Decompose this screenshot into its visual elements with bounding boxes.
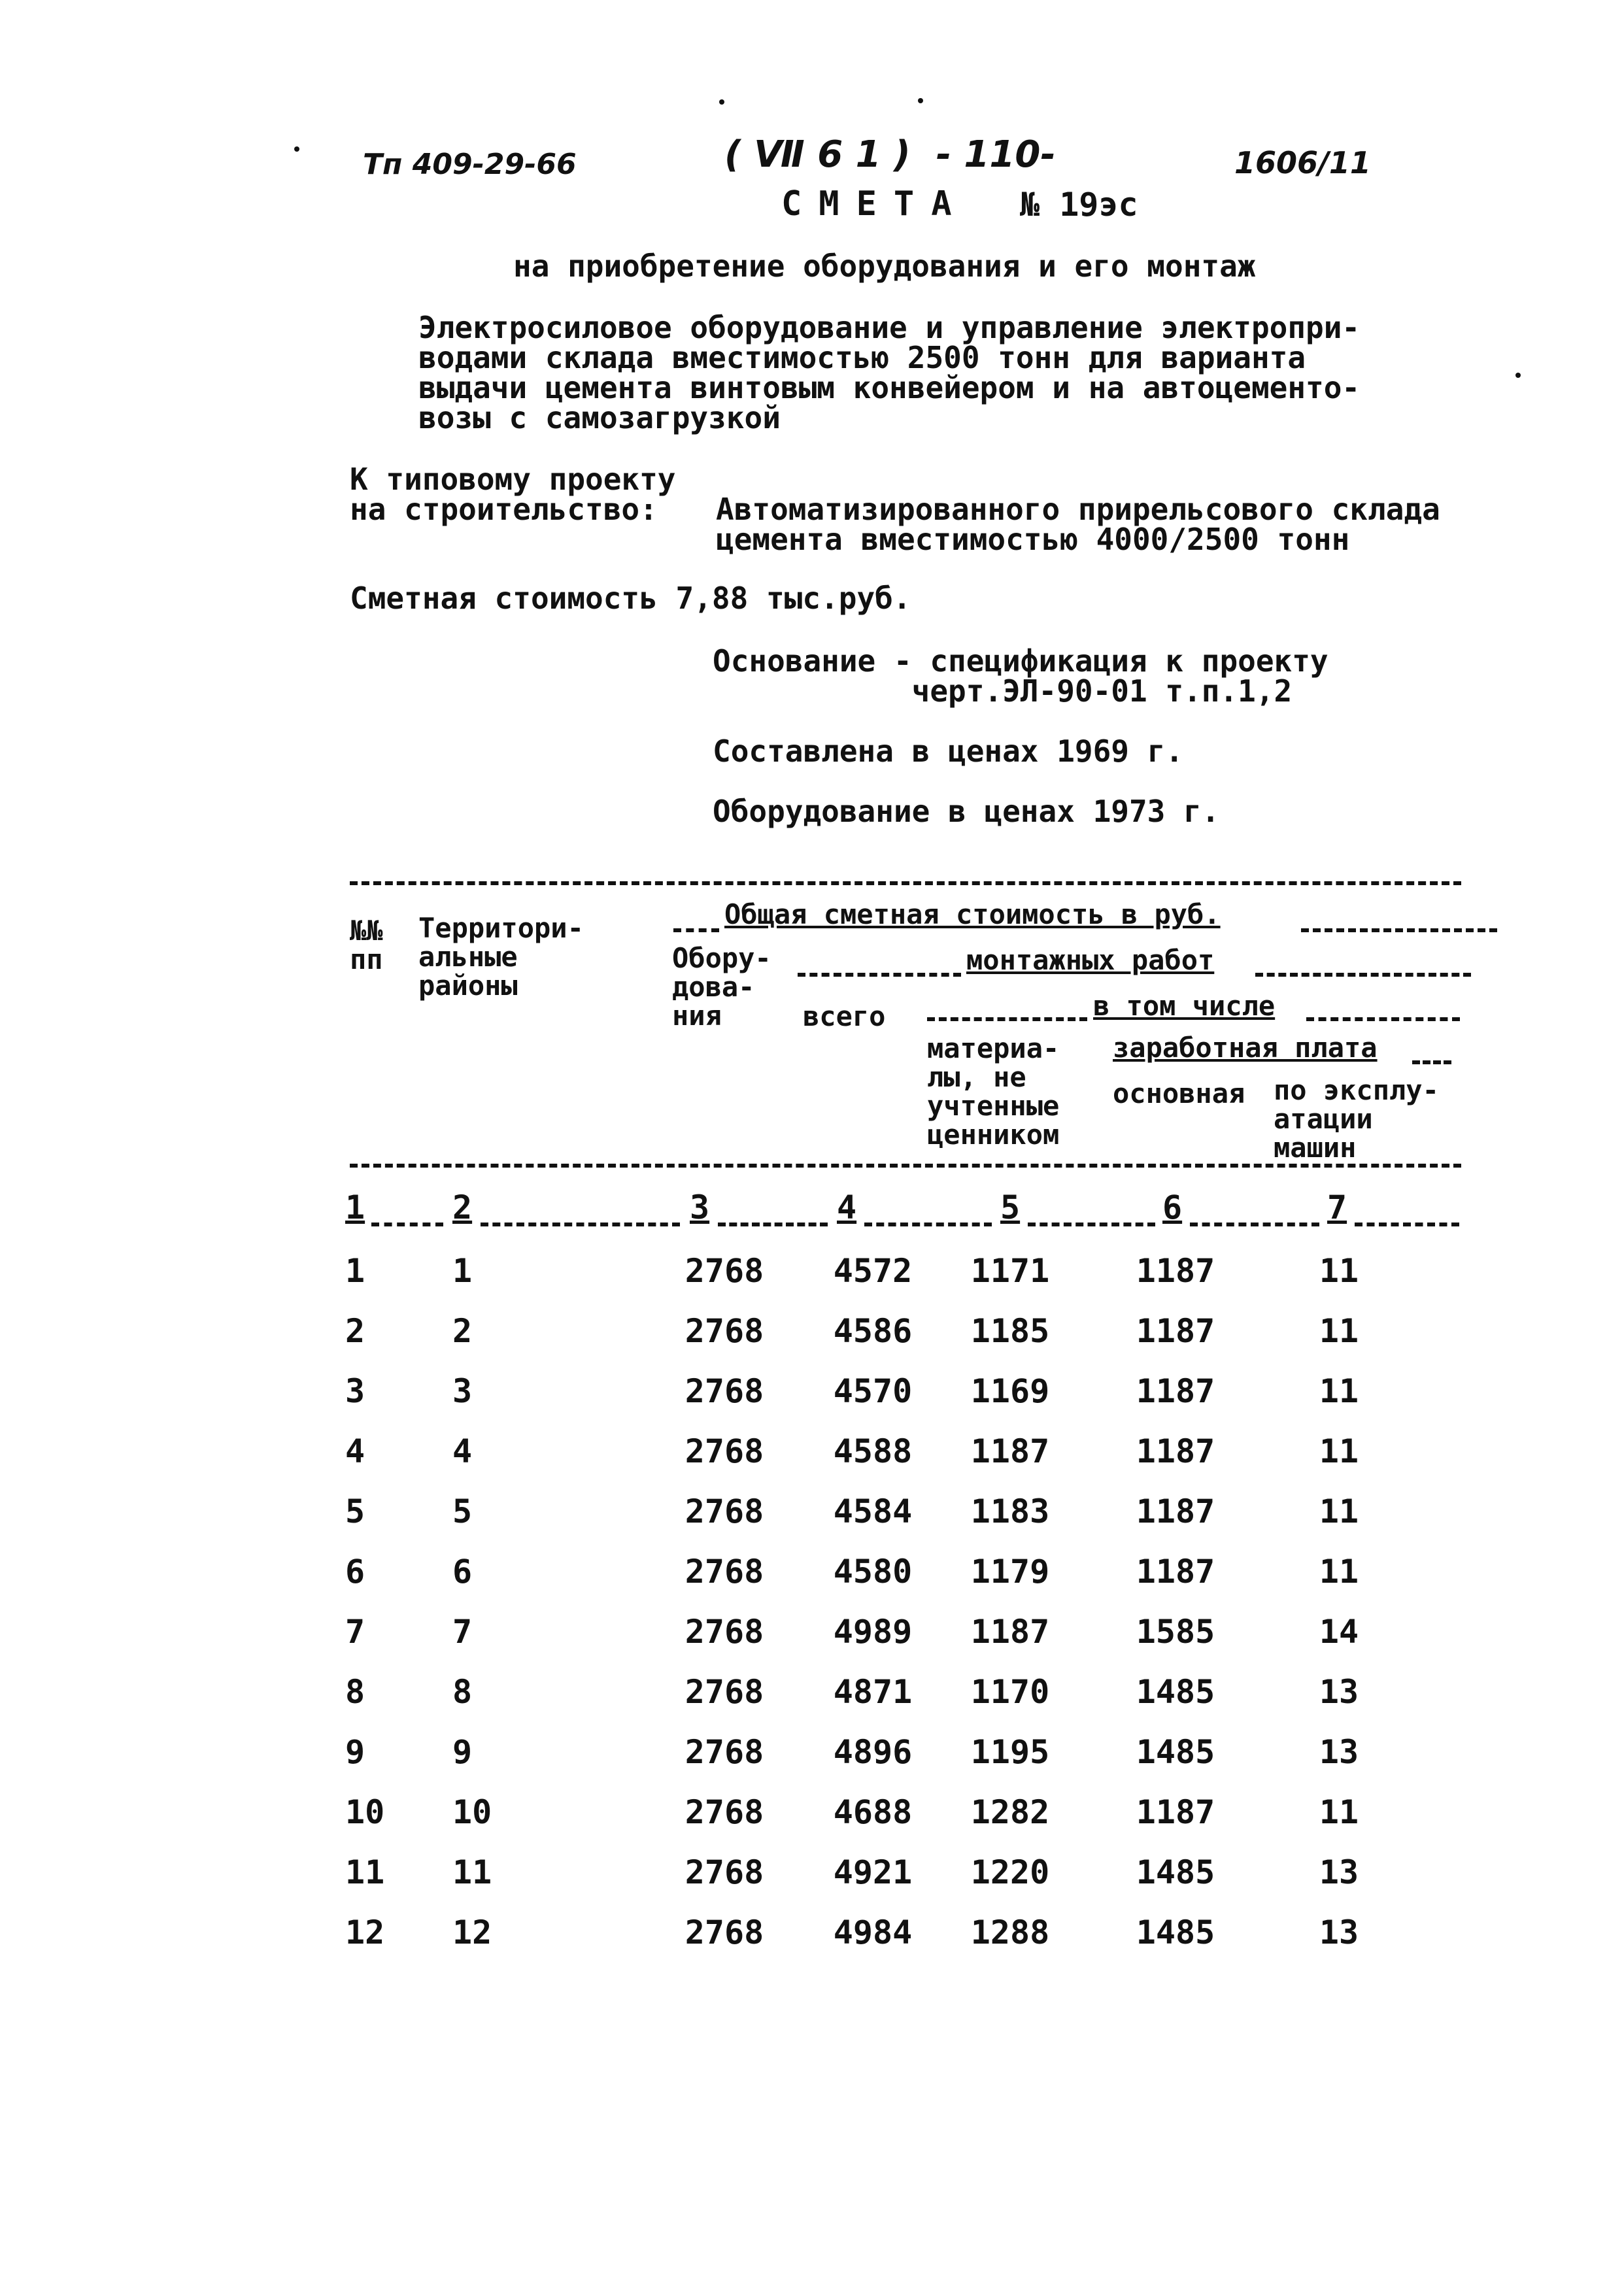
table-rule	[798, 973, 961, 977]
cell-wage-machines: 13	[1319, 1914, 1359, 1951]
cell-row-number: 11	[345, 1853, 385, 1891]
cell-materials: 1288	[970, 1914, 1050, 1951]
table-rule	[371, 1223, 443, 1226]
cell-total: 4584	[833, 1493, 913, 1530]
description-line: Электросиловое оборудование и управление электропри-	[418, 310, 1361, 345]
cell-materials: 1282	[970, 1793, 1050, 1831]
cell-row-number: 2	[345, 1312, 365, 1350]
cell-materials: 1179	[970, 1553, 1050, 1591]
cell-region: 12	[452, 1914, 492, 1951]
table-rule	[1412, 1060, 1451, 1064]
cell-equipment: 2768	[685, 1793, 764, 1831]
cell-equipment: 2768	[685, 1553, 764, 1591]
scan-mark	[918, 98, 923, 103]
cell-equipment: 2768	[685, 1312, 764, 1350]
cell-total: 4580	[833, 1553, 913, 1591]
basis-line: черт.ЭЛ-90-01 т.п.1,2	[713, 673, 1293, 709]
header-materials: материа- лы, не учтенные ценником	[927, 1032, 1060, 1151]
cell-wage-machines: 11	[1319, 1312, 1359, 1350]
cell-row-number: 5	[345, 1493, 365, 1530]
cell-total: 4989	[833, 1613, 913, 1651]
cell-total: 4871	[833, 1673, 913, 1711]
cell-wage-main: 1485	[1136, 1733, 1215, 1771]
cell-region: 5	[452, 1493, 473, 1530]
header-wage-main: основная	[1113, 1077, 1245, 1109]
table-rule	[1306, 1017, 1460, 1021]
cell-total: 4570	[833, 1372, 913, 1410]
cell-row-number: 8	[345, 1673, 365, 1711]
cell-wage-machines: 14	[1319, 1613, 1359, 1651]
cell-equipment: 2768	[685, 1853, 764, 1891]
cell-wage-machines: 11	[1319, 1493, 1359, 1530]
cell-row-number: 3	[345, 1372, 365, 1410]
estimate-number: № 19эс	[1020, 186, 1138, 224]
cell-region: 3	[452, 1372, 473, 1410]
cell-row-number: 12	[345, 1914, 385, 1951]
cell-row-number: 6	[345, 1553, 365, 1591]
prices-note-1969: Составлена в ценах 1969 г.	[713, 734, 1184, 769]
cell-equipment: 2768	[685, 1914, 764, 1951]
document-code-center: ( Ⅶ 6 1 ) - 110-	[724, 133, 1056, 176]
cell-total: 4586	[833, 1312, 913, 1350]
cell-wage-machines: 13	[1319, 1853, 1359, 1891]
prices-note-1973: Оборудование в ценах 1973 г.	[713, 794, 1220, 829]
cell-equipment: 2768	[685, 1252, 764, 1290]
table-rule	[673, 928, 719, 932]
cell-total: 4588	[833, 1432, 913, 1470]
scan-mark	[1515, 373, 1521, 378]
cell-materials: 1187	[970, 1613, 1050, 1651]
cell-region: 1	[452, 1252, 473, 1290]
column-number: 4	[837, 1189, 857, 1226]
table-rule	[1255, 973, 1471, 977]
cell-wage-main: 1485	[1136, 1673, 1215, 1711]
cell-equipment: 2768	[685, 1493, 764, 1530]
header-equipment: Обору- дова- ния	[672, 942, 771, 1032]
cell-wage-machines: 13	[1319, 1733, 1359, 1771]
scan-mark	[719, 99, 724, 105]
table-rule	[1301, 928, 1497, 932]
cell-wage-machines: 11	[1319, 1432, 1359, 1470]
description-line: водами склада вместимостью 2500 тонн для варианта	[418, 340, 1306, 375]
cell-row-number: 9	[345, 1733, 365, 1771]
header-including-group: в том числе	[1093, 990, 1276, 1022]
cell-wage-machines: 11	[1319, 1793, 1359, 1831]
header-wage-machines: по эксплу- атации машин	[1274, 1074, 1439, 1164]
cell-wage-main: 1485	[1136, 1914, 1215, 1951]
cell-wage-machines: 13	[1319, 1673, 1359, 1711]
cell-wage-machines: 11	[1319, 1372, 1359, 1410]
column-number: 3	[690, 1189, 710, 1226]
cell-row-number: 10	[345, 1793, 385, 1831]
cell-wage-main: 1187	[1136, 1553, 1215, 1591]
cell-total: 4896	[833, 1733, 913, 1771]
cell-wage-machines: 11	[1319, 1252, 1359, 1290]
scan-mark	[294, 146, 299, 152]
page-title: СМЕТА	[781, 184, 969, 224]
cell-equipment: 2768	[685, 1613, 764, 1651]
cell-region: 2	[452, 1312, 473, 1350]
cell-materials: 1169	[970, 1372, 1050, 1410]
cell-materials: 1220	[970, 1853, 1050, 1891]
cell-row-number: 7	[345, 1613, 365, 1651]
cell-materials: 1187	[970, 1432, 1050, 1470]
table-rule	[1028, 1223, 1155, 1226]
subtitle: на приобретение оборудования и его монтаж	[513, 248, 1256, 284]
cell-wage-main: 1485	[1136, 1853, 1215, 1891]
table-rule	[1190, 1223, 1319, 1226]
cell-total: 4688	[833, 1793, 913, 1831]
cell-row-number: 1	[345, 1252, 365, 1290]
cell-equipment: 2768	[685, 1733, 764, 1771]
cell-region: 9	[452, 1733, 473, 1771]
cell-materials: 1185	[970, 1312, 1050, 1350]
cell-wage-main: 1187	[1136, 1432, 1215, 1470]
project-label: на строительство:	[350, 492, 658, 527]
cell-wage-main: 1187	[1136, 1372, 1215, 1410]
table-rule	[718, 1223, 828, 1226]
column-number: 2	[452, 1189, 473, 1226]
description-line: выдачи цемента винтовым конвейером и на автоцементо-	[418, 370, 1361, 405]
column-number: 6	[1162, 1189, 1183, 1226]
cell-materials: 1183	[970, 1493, 1050, 1530]
cell-materials: 1171	[970, 1252, 1050, 1290]
cell-total: 4572	[833, 1252, 913, 1290]
cell-region: 11	[452, 1853, 492, 1891]
header-regions: Территори- альные районы	[418, 912, 584, 1002]
cell-region: 4	[452, 1432, 473, 1470]
cell-materials: 1195	[970, 1733, 1050, 1771]
cell-wage-main: 1187	[1136, 1793, 1215, 1831]
cell-row-number: 4	[345, 1432, 365, 1470]
project-label: К типовому проекту	[350, 462, 676, 497]
column-number: 1	[345, 1189, 365, 1226]
cell-region: 8	[452, 1673, 473, 1711]
project-name: цемента вместимостью 4000/2500 тонн	[716, 522, 1350, 557]
estimated-cost: Сметная стоимость 7,88 тыс.руб.	[350, 581, 911, 616]
cell-materials: 1170	[970, 1673, 1050, 1711]
cell-total: 4921	[833, 1853, 913, 1891]
cell-wage-main: 1187	[1136, 1252, 1215, 1290]
column-number: 7	[1327, 1189, 1347, 1226]
table-rule	[350, 1164, 1461, 1168]
cell-equipment: 2768	[685, 1673, 764, 1711]
table-rule	[350, 881, 1461, 885]
table-rule	[864, 1223, 992, 1226]
cell-wage-main: 1585	[1136, 1613, 1215, 1651]
header-total: всего	[803, 1000, 886, 1032]
header-installation-group: монтажных работ	[966, 944, 1215, 976]
header-row-number: №№ пп	[350, 915, 383, 975]
table-rule	[1355, 1223, 1459, 1226]
table-rule	[927, 1017, 1087, 1021]
cell-region: 10	[452, 1793, 492, 1831]
document-code-left: Тп 409-29-66	[363, 148, 577, 181]
cell-wage-main: 1187	[1136, 1312, 1215, 1350]
project-name: Автоматизированного прирельсового склада	[716, 492, 1440, 527]
table-rule	[481, 1223, 680, 1226]
cell-wage-machines: 11	[1319, 1553, 1359, 1591]
basis-line: Основание - спецификация к проекту	[713, 643, 1328, 679]
cell-region: 6	[452, 1553, 473, 1591]
cell-wage-main: 1187	[1136, 1493, 1215, 1530]
cell-equipment: 2768	[685, 1372, 764, 1410]
cell-total: 4984	[833, 1914, 913, 1951]
cell-region: 7	[452, 1613, 473, 1651]
column-number: 5	[1000, 1189, 1021, 1226]
header-wage-group: заработная плата	[1113, 1032, 1378, 1064]
header-total-cost-group: Общая сметная стоимость в руб.	[724, 898, 1221, 930]
description-line: возы с самозагрузкой	[418, 400, 781, 435]
document-code-right: 1606/11	[1234, 145, 1371, 180]
cell-equipment: 2768	[685, 1432, 764, 1470]
